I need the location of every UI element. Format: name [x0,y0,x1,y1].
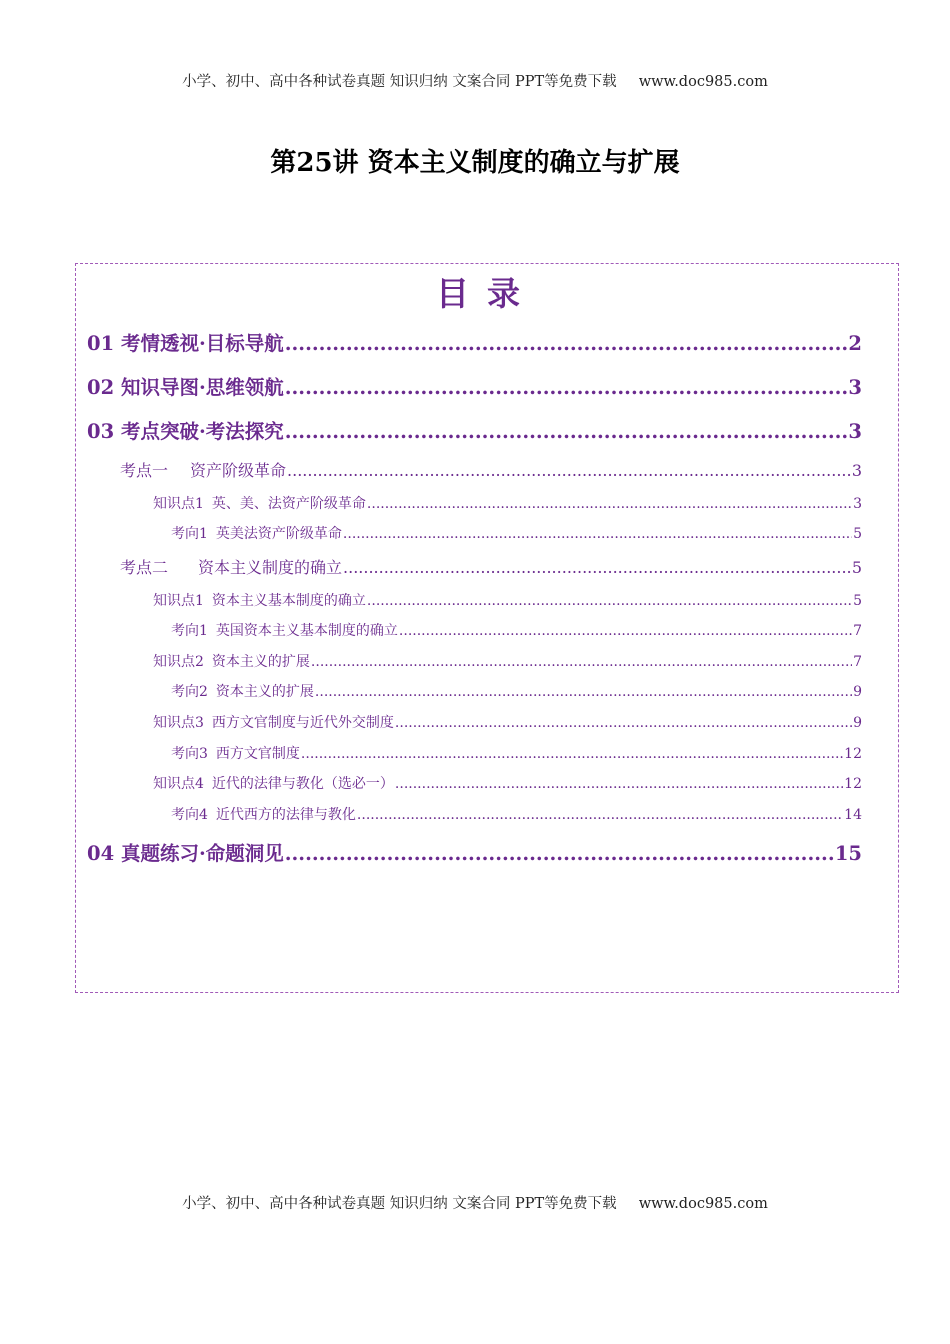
toc-num: 02 [87,376,115,399]
header-site-link[interactable]: www.doc985.com [638,74,768,90]
toc-page: 5 [853,526,862,542]
toc-entry-01[interactable] [87,328,862,356]
toc-num: 考向1 [171,526,208,542]
toc-num: 考向4 [171,807,208,823]
toc-leader [367,593,852,609]
toc-num: 考点二 [120,558,169,577]
toc-label: 英美法资产阶级革命 [215,526,342,542]
toc-num: 知识点2 [153,654,204,670]
toc-entry-04[interactable] [87,838,862,866]
toc-page: 3 [848,420,862,443]
toc-page: 5 [853,593,862,609]
toc-num: 考向2 [171,684,208,700]
toc-page: 12 [844,776,862,792]
footer-site-link[interactable]: www.doc985.com [638,1196,768,1212]
toc-entry-kaoxiang[interactable] [171,681,862,701]
toc-entry-zhishidian[interactable] [153,493,862,513]
toc-entry-zhishidian[interactable] [153,590,862,610]
toc-entry-zhishidian[interactable] [153,773,862,793]
toc-label: 资本主义制度的确立 [198,558,343,577]
toc-num: 考向1 [171,623,208,639]
header-text: 小学、初中、高中各种试卷真题 知识归纳 文案合同 PPT等免费下载 [182,74,617,90]
toc-page: 9 [853,715,862,731]
toc-leader [285,420,848,443]
toc-entry-03[interactable] [87,416,862,444]
toc-leader [311,654,852,670]
toc-page: 14 [844,807,862,823]
toc-num: 03 [87,420,115,443]
toc-label: 近代的法律与教化（选必一） [211,776,394,792]
toc-leader [395,715,852,731]
toc-num: 知识点1 [153,496,204,512]
toc-leader [287,461,851,480]
toc-entry-kaoxiang[interactable] [171,620,862,640]
toc-leader [315,684,852,700]
toc-page: 3 [851,461,862,480]
toc-num: 考点一 [120,461,169,480]
toc-page: 15 [834,842,862,865]
toc-leader [395,776,843,792]
toc-entry-kaoxiang[interactable] [171,743,862,763]
toc-label: 考点突破·考法探究 [120,420,284,443]
toc-leader [285,376,848,399]
toc-label: 西方文官制度与近代外交制度 [211,715,394,731]
toc-leader [285,332,848,355]
toc-num: 知识点3 [153,715,204,731]
toc-num: 知识点4 [153,776,204,792]
toc-num: 考向3 [171,746,208,762]
page-title: 第25讲 资本主义制度的确立与扩展 [270,148,680,178]
toc-label: 考情透视·目标导航 [120,332,284,355]
toc-entry-kaodian-2[interactable] [120,555,862,578]
toc-leader [285,842,834,865]
toc-label: 资产阶级革命 [190,461,287,480]
table-of-contents [75,263,899,993]
toc-page: 9 [853,684,862,700]
toc-page: 3 [848,376,862,399]
toc-num: 01 [87,332,115,355]
toc-num: 知识点1 [153,593,204,609]
toc-entry-zhishidian[interactable] [153,651,862,671]
toc-num: 04 [87,842,115,865]
toc-entry-02[interactable] [87,372,862,400]
page-header [0,70,950,91]
toc-leader [357,807,843,823]
toc-entry-kaoxiang[interactable] [171,804,862,824]
footer-text: 小学、初中、高中各种试卷真题 知识归纳 文案合同 PPT等免费下载 [182,1196,617,1212]
toc-entry-kaoxiang[interactable] [171,523,862,543]
toc-label: 资本主义基本制度的确立 [211,593,366,609]
toc-heading: 目录 [436,274,538,313]
toc-label: 资本主义的扩展 [215,684,314,700]
toc-page: 5 [851,558,862,577]
toc-leader [343,558,851,577]
toc-entry-zhishidian[interactable] [153,712,862,732]
toc-label: 真题练习·命题洞见 [120,842,284,865]
toc-label: 西方文官制度 [215,746,300,762]
toc-page: 12 [844,746,862,762]
toc-leader [399,623,852,639]
toc-leader [301,746,843,762]
toc-page: 2 [848,332,862,355]
page-footer [0,1192,950,1213]
toc-label: 英国资本主义基本制度的确立 [215,623,398,639]
toc-page: 7 [853,654,862,670]
toc-label: 资本主义的扩展 [211,654,310,670]
toc-page: 3 [853,496,862,512]
toc-label: 英、美、法资产阶级革命 [211,496,366,512]
toc-leader [367,496,852,512]
toc-leader [343,526,852,542]
toc-page: 7 [853,623,862,639]
toc-entry-kaodian-1[interactable] [120,458,862,481]
toc-label: 近代西方的法律与教化 [215,807,356,823]
toc-label: 知识导图·思维领航 [120,376,284,399]
